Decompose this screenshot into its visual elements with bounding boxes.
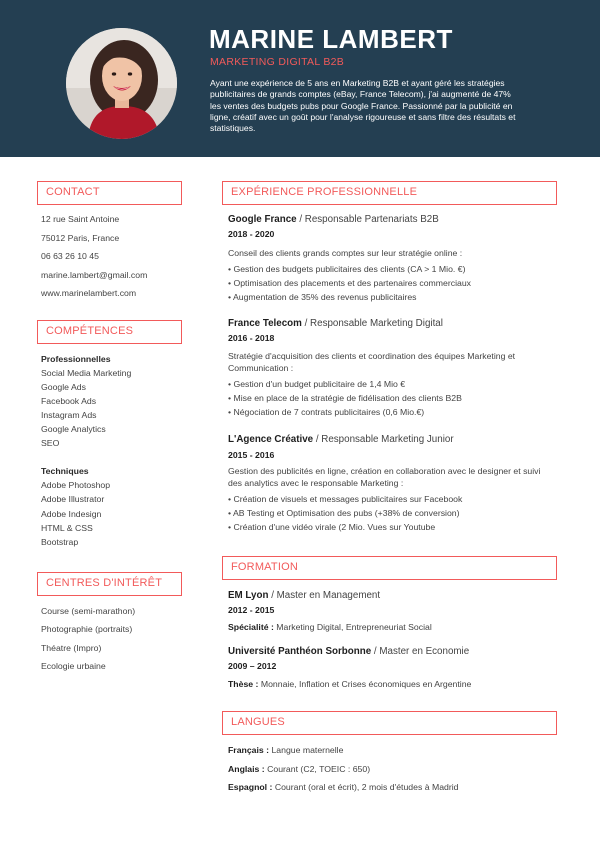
job-bullet: • AB Testing et Optimisation des pubs (+38% de conversion) xyxy=(228,508,460,518)
profile-summary: Ayant une expérience de 5 ans en Marketing B2B et ayant géré les stratégies publicitaires de grands comptes (eBay, France Telecom), j'ai augmenté de 47% les ventes des budgets pubs pour Google France. Passionné par la publicité en ligne, créatif avec un goût pour l'analyse rigoureuse et sans filtre des résultats et statistiques. xyxy=(210,78,516,134)
job-role: / Responsable Marketing Digital xyxy=(301,318,443,329)
job-bullet: • Gestion des budgets publicitaires des clients (CA > 1 Mio. €) xyxy=(228,264,466,274)
language-name: Anglais : xyxy=(228,764,265,774)
job-bullet: • Mise en place de la stratégie de fidélisation des clients B2B xyxy=(228,393,462,403)
language-item xyxy=(228,782,459,792)
contact-heading: CONTACT xyxy=(37,181,182,205)
job-bullet: • Négociation de 7 contrats publicitaires (0,6 Mio.€) xyxy=(228,407,425,417)
skill-item: Facebook Ads xyxy=(41,396,97,406)
job-company: Google France xyxy=(228,214,297,225)
education-detail-value: Monnaie, Inflation et Crises économiques en Argentine xyxy=(258,679,472,689)
contact-website[interactable]: www.marinelambert.com xyxy=(41,288,137,298)
job-title xyxy=(228,434,454,445)
education-entry xyxy=(228,590,380,601)
interest-item: Course (semi-marathon) xyxy=(41,606,136,616)
language-level: Langue maternelle xyxy=(269,745,344,755)
job-bullet: • Création d'une vidéo virale (2 Mio. Vues sur Youtube xyxy=(228,522,436,532)
job-description: Gestion des publicités en ligne, création en collaboration avec le designer et suivi des analytics avec le responsable Marketing : xyxy=(228,466,541,488)
job-bullet: • Création de visuels et messages publicitaires sur Facebook xyxy=(228,494,463,504)
contact-address: 12 rue Saint Antoine xyxy=(41,214,120,224)
job-bullet: • Gestion d'un budget publicitaire de 1,4 Mio € xyxy=(228,379,406,389)
candidate-name: MARINE LAMBERT xyxy=(209,24,453,54)
job-dates: 2016 - 2018 xyxy=(228,333,275,343)
language-item xyxy=(228,745,343,755)
job-company: L'Agence Créative xyxy=(228,434,314,445)
interest-item: Théatre (Impro) xyxy=(41,643,102,653)
job-bullet: • Optimisation des placements et des partenaires commerciaux xyxy=(228,278,472,288)
education-degree: / Master en Economie xyxy=(371,646,470,657)
job-role: / Responsable Partenariats B2B xyxy=(296,214,439,225)
skills-group-title: Professionnelles xyxy=(41,354,111,364)
header-banner xyxy=(0,0,600,157)
portrait-image xyxy=(66,28,177,139)
education-detail xyxy=(228,622,432,632)
job-description: Conseil des clients grands comptes sur leur stratégie online : xyxy=(228,248,463,258)
language-item xyxy=(228,764,370,774)
interest-item: Photographie (portraits) xyxy=(41,624,133,634)
language-name: Français : xyxy=(228,745,270,755)
job-role: / Responsable Marketing Junior xyxy=(313,434,454,445)
skills-heading: COMPÉTENCES xyxy=(37,320,182,344)
experience-heading: EXPÉRIENCE PROFESSIONNELLE xyxy=(222,181,557,205)
job-title xyxy=(228,214,439,225)
skill-item: Google Analytics xyxy=(41,424,106,434)
education-detail-label: Spécialité : xyxy=(228,622,274,632)
education-dates: 2009 – 2012 xyxy=(228,661,277,671)
profile-photo xyxy=(66,28,177,139)
skill-item: HTML & CSS xyxy=(41,523,93,533)
languages-heading: LANGUES xyxy=(222,711,557,735)
skill-item: Social Media Marketing xyxy=(41,368,132,378)
job-bullet: • Augmentation de 35% des revenus publicitaires xyxy=(228,292,417,302)
job-company: France Telecom xyxy=(228,318,302,329)
language-level: Courant (oral et écrit), 2 mois d'études à Madrid xyxy=(272,782,459,792)
education-school: EM Lyon xyxy=(228,590,269,601)
interest-item: Ecologie urbaine xyxy=(41,661,106,671)
skill-item: Adobe Photoshop xyxy=(41,480,111,490)
skill-item: SEO xyxy=(41,438,60,448)
contact-email[interactable]: marine.lambert@gmail.com xyxy=(41,270,148,280)
education-degree: / Master en Management xyxy=(268,590,381,601)
candidate-title: MARKETING DIGITAL B2B xyxy=(210,56,345,68)
skills-group-title: Techniques xyxy=(41,466,89,476)
education-heading: FORMATION xyxy=(222,556,557,580)
contact-city: 75012 Paris, France xyxy=(41,233,120,243)
job-dates: 2018 - 2020 xyxy=(228,229,275,239)
language-level: Courant (C2, TOEIC : 650) xyxy=(264,764,371,774)
skill-item: Google Ads xyxy=(41,382,86,392)
skill-item: Adobe Indesign xyxy=(41,509,102,519)
education-school: Université Panthéon Sorbonne xyxy=(228,646,372,657)
education-dates: 2012 - 2015 xyxy=(228,605,275,615)
education-detail xyxy=(228,679,471,689)
education-entry xyxy=(228,646,469,657)
skill-item: Adobe Illustrator xyxy=(41,494,105,504)
skill-item: Instagram Ads xyxy=(41,410,97,420)
job-description: Stratégie d'acquisition des clients et coordination des équipes Marketing et Communication : xyxy=(228,351,516,373)
job-dates: 2015 - 2016 xyxy=(228,450,275,460)
education-detail-value: Marketing Digital, Entrepreneuriat Social xyxy=(273,622,432,632)
job-title xyxy=(228,318,443,329)
language-name: Espagnol : xyxy=(228,782,273,792)
education-detail-label: Thèse : xyxy=(228,679,259,689)
skill-item: Bootstrap xyxy=(41,537,79,547)
interests-heading: CENTRES D'INTÉRÊT xyxy=(37,572,182,596)
contact-phone: 06 63 26 10 45 xyxy=(41,251,99,261)
